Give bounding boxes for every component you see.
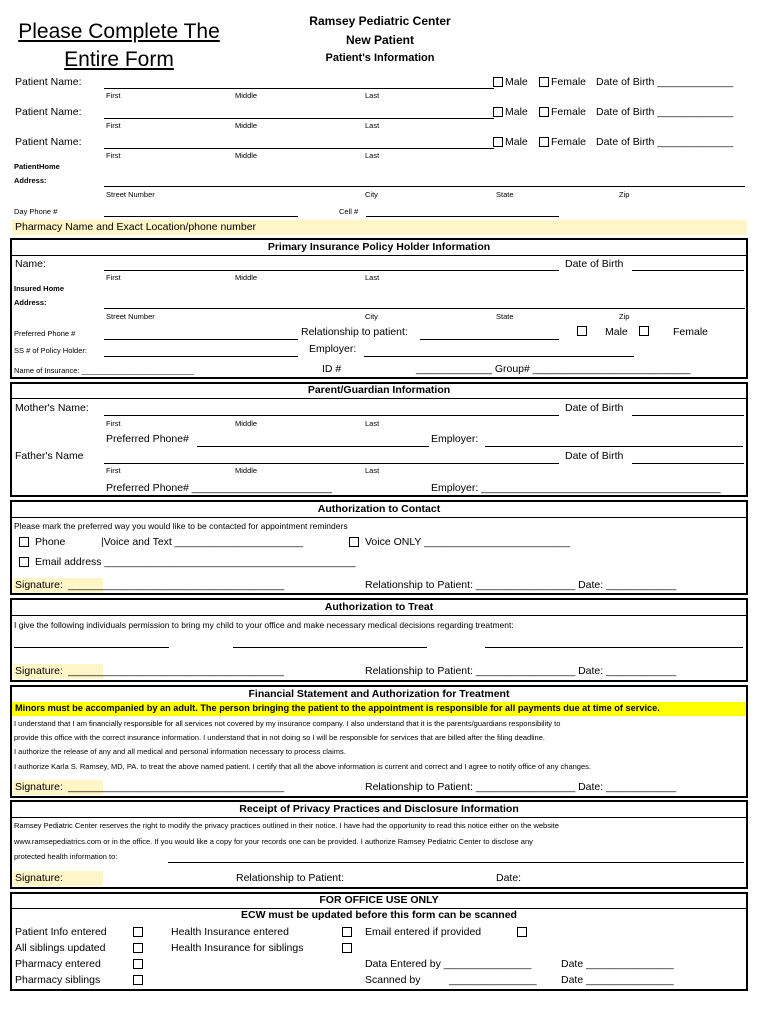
privacy-signature-label: Signature: bbox=[15, 872, 63, 884]
patient-female-label-3: Female bbox=[551, 136, 587, 148]
patient-first-label-3: First bbox=[106, 151, 121, 160]
patient-name-label-1: Patient Name: bbox=[15, 76, 82, 88]
office-item-checkbox[interactable] bbox=[133, 943, 143, 953]
mother-dob-label: Date of Birth bbox=[565, 402, 624, 414]
scanned-by-line[interactable]: _______________ bbox=[449, 974, 537, 986]
father-dob-label: Date of Birth bbox=[565, 450, 624, 462]
pref-phone-label: Preferred Phone # bbox=[14, 329, 76, 338]
privacy-header: Receipt of Privacy Practices and Disclosure Information bbox=[12, 802, 746, 818]
relationship-line[interactable] bbox=[420, 339, 559, 340]
financial-relationship-line[interactable]: Relationship to Patient: _________________ Date: ____________ bbox=[365, 781, 677, 793]
privacy-date-label: Date: bbox=[496, 872, 522, 884]
patient-female-checkbox-1[interactable] bbox=[539, 77, 549, 87]
mother-line[interactable] bbox=[104, 415, 559, 416]
street-label: Street Number bbox=[106, 190, 155, 199]
patient-name-line-3[interactable] bbox=[104, 148, 494, 149]
father-dob-line[interactable] bbox=[632, 463, 744, 464]
office-item-checkbox[interactable] bbox=[133, 959, 143, 969]
form-subtitle: New Patient bbox=[345, 33, 414, 47]
treat-signature-label: Signature: bbox=[15, 665, 63, 677]
patient-female-checkbox-2[interactable] bbox=[539, 107, 549, 117]
patient-dob-1[interactable]: Date of Birth _____________ bbox=[596, 76, 734, 88]
patient-name-label-2: Patient Name: bbox=[15, 106, 82, 118]
patient-dob-3[interactable]: Date of Birth _____________ bbox=[596, 136, 734, 148]
contact-header: Authorization to Contact bbox=[12, 502, 746, 518]
treat-person-line-3[interactable] bbox=[485, 647, 743, 648]
patient-address-line[interactable] bbox=[104, 186, 745, 187]
insured-city-label: City bbox=[365, 312, 378, 321]
father-employer-label: Employer: _________________________________________ bbox=[431, 482, 721, 494]
patient-first-label-1: First bbox=[106, 91, 121, 100]
contact-instruction: Please mark the preferred way you would like to be contacted for appointment reminders bbox=[14, 521, 348, 531]
father-middle-label: Middle bbox=[235, 466, 258, 475]
contact-relationship-line[interactable]: Relationship to Patient: _________________ Date: ____________ bbox=[365, 579, 677, 591]
patient-middle-label-2: Middle bbox=[235, 121, 258, 130]
insured-name-line[interactable] bbox=[104, 270, 559, 271]
scanned-by-label: Scanned by bbox=[365, 974, 421, 986]
voice-only-label: Voice ONLY _________________________ bbox=[365, 536, 571, 548]
patient-dob-2[interactable]: Date of Birth _____________ bbox=[596, 106, 734, 118]
insured-address-line[interactable] bbox=[104, 308, 745, 309]
patient-female-label-2: Female bbox=[551, 106, 587, 118]
form-title-line1: Please Complete The bbox=[18, 20, 220, 43]
day-phone-label: Day Phone # bbox=[14, 207, 58, 216]
mother-first-label: First bbox=[106, 419, 121, 428]
mother-last-label: Last bbox=[365, 419, 380, 428]
office-header-2: ECW must be updated before this form can be scanned bbox=[241, 909, 517, 921]
insured-zip-label: Zip bbox=[619, 312, 630, 321]
pref-phone-line[interactable] bbox=[104, 339, 298, 340]
office-item-checkbox[interactable] bbox=[133, 927, 143, 937]
patient-female-label-1: Female bbox=[551, 76, 587, 88]
mother-employer-line[interactable] bbox=[485, 446, 743, 447]
email-entered-label: Email entered if provided bbox=[365, 926, 482, 938]
data-entered-label[interactable]: Data Entered by _______________ bbox=[365, 958, 532, 970]
patient-middle-label-3: Middle bbox=[235, 151, 258, 160]
office-insurance-checkbox[interactable] bbox=[342, 943, 352, 953]
insured-middle-label: Middle bbox=[235, 273, 258, 282]
insurance-group-label: _____________ Group# ___________________________ bbox=[416, 363, 691, 375]
treat-relationship-line[interactable]: Relationship to Patient: _________________ Date: ____________ bbox=[365, 665, 677, 677]
email-label: Email address ___________________________________________ bbox=[35, 556, 356, 568]
treat-person-line-2[interactable] bbox=[233, 647, 427, 648]
office-item-label: Pharmacy siblings bbox=[15, 974, 101, 986]
ss-line[interactable] bbox=[104, 356, 298, 357]
patient-name-line-2[interactable] bbox=[104, 118, 494, 119]
email-checkbox[interactable] bbox=[19, 557, 29, 567]
mother-phone-line[interactable] bbox=[197, 446, 429, 447]
financial-p3: I authorize the release of any and all medical and personal information necessary to process claims. bbox=[14, 747, 346, 756]
office-item-label: All siblings updated bbox=[15, 942, 106, 954]
insured-female-checkbox[interactable] bbox=[639, 326, 649, 336]
day-phone-line[interactable] bbox=[104, 216, 298, 217]
privacy-disclose-line[interactable] bbox=[168, 862, 744, 863]
pharmacy-label: Pharmacy Name and Exact Location/phone number bbox=[15, 221, 257, 233]
state-label: State bbox=[496, 190, 514, 199]
zip-label: Zip bbox=[619, 190, 630, 199]
office-header-1: FOR OFFICE USE ONLY bbox=[12, 894, 746, 909]
contact-signature-line[interactable]: _____________________________________ bbox=[68, 579, 285, 591]
office-date-1[interactable]: Date _______________ bbox=[561, 958, 674, 970]
org-name: Ramsey Pediatric Center bbox=[309, 14, 451, 28]
insured-name-label: Name: bbox=[15, 258, 46, 270]
father-last-label: Last bbox=[365, 466, 380, 475]
office-insurance-label: Health Insurance entered bbox=[171, 926, 289, 938]
father-line[interactable] bbox=[104, 463, 559, 464]
insured-dob-line[interactable] bbox=[632, 270, 744, 271]
phone-checkbox[interactable] bbox=[19, 537, 29, 547]
financial-p4: I authorize Karla S. Ramsey, MD, PA. to treat the above named patient. I certify that all the above information is current and correct and I agree to notify office of any changes. bbox=[14, 762, 591, 771]
financial-signature-label: Signature: bbox=[15, 781, 63, 793]
father-first-label: First bbox=[106, 466, 121, 475]
patient-name-label-3: Patient Name: bbox=[15, 136, 82, 148]
father-phone-label: Preferred Phone# ________________________ bbox=[106, 482, 332, 494]
financial-header: Financial Statement and Authorization for Treatment bbox=[248, 688, 510, 700]
privacy-relationship-label: Relationship to Patient: bbox=[236, 872, 344, 884]
insured-dob-label: Date of Birth bbox=[565, 258, 624, 270]
patient-male-label-1: Male bbox=[505, 76, 528, 88]
patient-male-label-2: Male bbox=[505, 106, 528, 118]
father-label: Father's Name bbox=[15, 450, 84, 462]
cell-line[interactable] bbox=[366, 216, 559, 217]
office-insurance-label: Health Insurance for siblings bbox=[171, 942, 304, 954]
voice-only-checkbox[interactable] bbox=[349, 537, 359, 547]
mother-employer-label: Employer: bbox=[431, 433, 479, 445]
mother-label: Mother's Name: bbox=[15, 402, 89, 414]
insurance-id-label: ID # bbox=[322, 363, 342, 375]
ss-label: SS # of Policy Holder: bbox=[14, 346, 87, 355]
office-date-2[interactable]: Date _______________ bbox=[561, 974, 674, 986]
insured-male-label: Male bbox=[605, 326, 628, 338]
insured-first-label: First bbox=[106, 273, 121, 282]
insured-female-label: Female bbox=[673, 326, 709, 338]
relationship-label: Relationship to patient: bbox=[301, 326, 408, 338]
mother-phone-label: Preferred Phone# bbox=[106, 433, 189, 445]
patient-male-checkbox-1[interactable] bbox=[493, 77, 503, 87]
patient-male-label-3: Male bbox=[505, 136, 528, 148]
privacy-p3: protected health information to: bbox=[14, 852, 118, 861]
office-insurance-checkbox[interactable] bbox=[342, 927, 352, 937]
privacy-p1: Ramsey Pediatric Center reserves the right to modify the privacy practices outlined in their notice. I have had the opportunity to read this notice either on the website bbox=[14, 821, 559, 830]
section-title: Patient's Information bbox=[325, 52, 435, 64]
form-title-line2: Entire Form bbox=[64, 48, 174, 71]
patient-last-label-1: Last bbox=[365, 91, 380, 100]
insurance-header: Primary Insurance Policy Holder Information bbox=[12, 240, 746, 256]
insured-state-label: State bbox=[496, 312, 514, 321]
privacy-p2: www.ramsepediatrics.com or in the office. If you would like a copy for your records one can be provided. I authorize Ramsey Pediatric Center to disclose any bbox=[14, 837, 533, 846]
treat-header: Authorization to Treat bbox=[12, 600, 746, 616]
patient-address-label: Address: bbox=[14, 176, 47, 185]
patient-name-line-1[interactable] bbox=[104, 88, 494, 89]
financial-warning: Minors must be accompanied by an adult. The person bringing the patient to the appointment is responsible for all payments due at time of service. bbox=[15, 703, 660, 713]
insurance-name-label: Name of Insurance: ___________________________ bbox=[14, 366, 195, 375]
office-item-label: Pharmacy entered bbox=[15, 958, 101, 970]
insured-male-checkbox[interactable] bbox=[577, 326, 587, 336]
guardian-header: Parent/Guardian Information bbox=[12, 384, 746, 399]
voice-text-label: |Voice and Text ______________________ bbox=[101, 536, 304, 548]
treat-person-line-1[interactable] bbox=[14, 647, 169, 648]
patient-middle-label-1: Middle bbox=[235, 91, 258, 100]
office-item-label: Patient Info entered bbox=[15, 926, 107, 938]
email-entered-checkbox[interactable] bbox=[517, 927, 527, 937]
patient-home-label: PatientHome bbox=[14, 162, 60, 171]
financial-p2: provide this office with the correct insurance information. I understand that in not doing so I will be responsible for services that are billed after the filing deadline. bbox=[14, 733, 545, 742]
patient-first-label-2: First bbox=[106, 121, 121, 130]
patient-last-label-2: Last bbox=[365, 121, 380, 130]
treat-signature-line[interactable]: _____________________________________ bbox=[68, 665, 285, 677]
insured-home-label: Insured Home bbox=[14, 284, 65, 293]
cell-label: Cell # bbox=[339, 207, 359, 216]
mother-middle-label: Middle bbox=[235, 419, 258, 428]
office-item-checkbox[interactable] bbox=[133, 975, 143, 985]
employer-line[interactable] bbox=[364, 356, 634, 357]
employer-label: Employer: bbox=[309, 343, 357, 355]
treat-text: I give the following individuals permission to bring my child to your office and make necessary medical decisions regarding treatment: bbox=[14, 620, 514, 630]
patient-male-checkbox-3[interactable] bbox=[493, 137, 503, 147]
city-label: City bbox=[365, 190, 378, 199]
financial-p1: I understand that I am financially responsible for all services not covered by my insurance company. I also understand that it is the parents/guardians responsibility to bbox=[14, 719, 561, 728]
phone-label: Phone bbox=[35, 536, 66, 548]
insured-address-label: Address: bbox=[14, 298, 47, 307]
financial-signature-line[interactable]: _____________________________________ bbox=[68, 781, 285, 793]
patient-last-label-3: Last bbox=[365, 151, 380, 160]
contact-signature-label: Signature: bbox=[15, 579, 63, 591]
insured-last-label: Last bbox=[365, 273, 380, 282]
patient-male-checkbox-2[interactable] bbox=[493, 107, 503, 117]
mother-dob-line[interactable] bbox=[632, 415, 744, 416]
patient-female-checkbox-3[interactable] bbox=[539, 137, 549, 147]
insured-street-label: Street Number bbox=[106, 312, 155, 321]
